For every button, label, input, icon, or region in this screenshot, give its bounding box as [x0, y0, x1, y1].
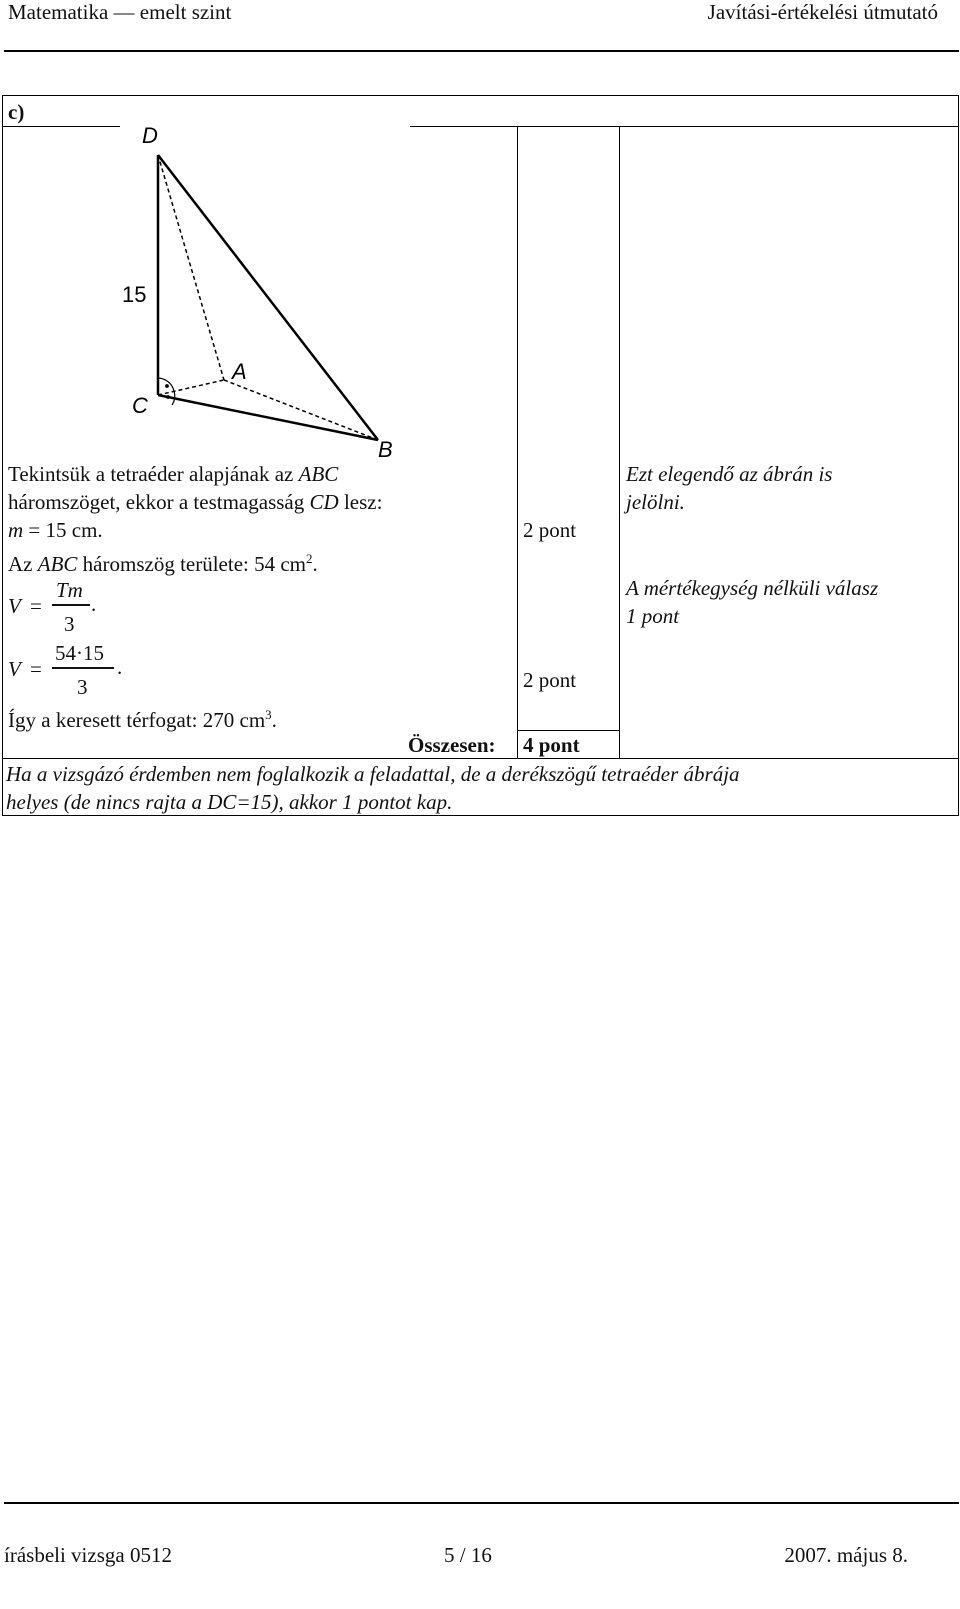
header-right: Javítási-értékelési útmutató: [707, 0, 938, 24]
total-value: 4 pont: [523, 733, 580, 757]
remark-1-line-2: jelölni.: [626, 490, 685, 514]
solution-line-3: m = 15 cm.: [8, 518, 103, 542]
points-1: 2 pont: [523, 518, 577, 542]
note-line-2: helyes (de nincs rajta a DC=15), akkor 1 pontot kap.: [6, 790, 453, 814]
remark-1-line-1: Ezt elegendő az ábrán is: [626, 462, 833, 486]
solution-line-1: Tekintsük a tetraéder alapjának az ABC: [8, 462, 339, 486]
edge-label-cd: 15: [122, 282, 147, 307]
task-label: c): [8, 100, 25, 124]
footer-date: 2007. május 8.: [784, 1543, 908, 1567]
header-rule: [4, 50, 959, 52]
footer-left: írásbeli vizsga 0512: [4, 1543, 172, 1567]
solution-line-2: háromszöget, ekkor a testmagasság CD lesz:: [8, 490, 383, 514]
footer-rule: [4, 1502, 959, 1504]
vertex-label-c: C: [132, 393, 148, 418]
footer-page-number: 5 / 16: [444, 1543, 492, 1567]
total-label: Összesen:: [408, 733, 496, 757]
vertex-label-d: D: [142, 123, 158, 148]
header-left: Matematika — emelt szint: [8, 0, 232, 24]
solution-final-line: Így a keresett térfogat: 270 $cm^3$.: [8, 707, 277, 732]
vertex-label-b: B: [378, 437, 393, 462]
vertex-label-a: A: [232, 359, 247, 384]
tetrahedron-figure: [110, 120, 410, 465]
solution-line-4: Az ABC háromszög területe: 54 $cm^2$.: [8, 551, 318, 576]
remark-2-line-2: 1 pont: [626, 604, 680, 628]
remark-2-line-1: A mértékegység nélküli válasz: [626, 576, 879, 600]
note-line-1: Ha a vizsgázó érdemben nem foglalkozik a feladattal, de a derékszögű tetraéder ábrája: [6, 762, 740, 786]
points-2: 2 pont: [523, 668, 577, 692]
